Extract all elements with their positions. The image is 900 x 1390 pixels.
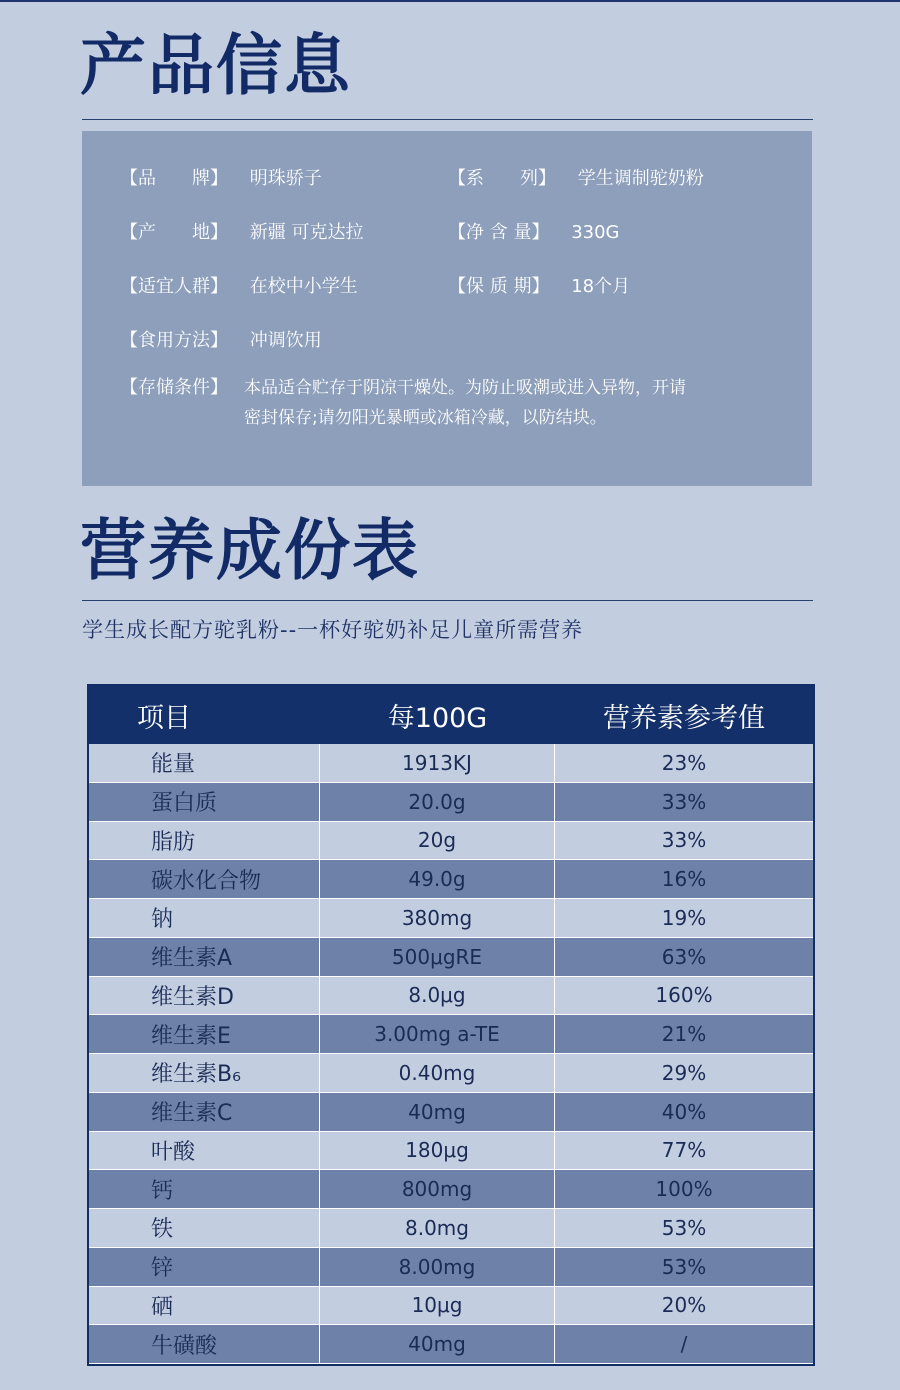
top-border bbox=[0, 0, 900, 2]
nutrient-nrv: 53% bbox=[661, 1254, 707, 1279]
nutrient-name: 蛋白质 bbox=[89, 783, 320, 821]
table-row bbox=[89, 744, 813, 783]
nutrient-nrv: 33% bbox=[661, 828, 707, 853]
nutrient-amount: 8.0mg bbox=[320, 1209, 555, 1247]
nutrient-name: 维生素A bbox=[89, 938, 320, 976]
nutrient-nrv: 19% bbox=[661, 905, 707, 930]
nutrient-nrv: 160% bbox=[655, 983, 713, 1008]
brand-label: 【品 牌】 bbox=[120, 168, 228, 189]
nutrient-nrv: 40% bbox=[661, 1099, 707, 1124]
table-row bbox=[89, 860, 813, 899]
net-weight-label: 【净 含 量】 bbox=[448, 222, 550, 243]
table-row bbox=[89, 1248, 813, 1287]
header-nrv: 营养素参考值 bbox=[603, 702, 765, 734]
origin-row bbox=[120, 218, 363, 244]
nutrient-name: 钠 bbox=[89, 899, 320, 937]
nutrient-name: 维生素B₆ bbox=[89, 1054, 320, 1092]
nutrient-amount: 20.0g bbox=[320, 783, 555, 821]
nutrient-amount: 49.0g bbox=[320, 860, 555, 898]
origin-label: 【产 地】 bbox=[120, 222, 228, 243]
nutrient-name: 碳水化合物 bbox=[89, 860, 320, 898]
net-weight-value: 330G bbox=[571, 222, 620, 243]
shelf-life-label: 【保 质 期】 bbox=[448, 276, 550, 297]
nutrient-nrv: 77% bbox=[661, 1138, 707, 1163]
storage-label: 【存储条件】 bbox=[120, 377, 228, 398]
nutrient-amount: 800mg bbox=[320, 1170, 555, 1208]
series-value: 学生调制驼奶粉 bbox=[577, 168, 704, 189]
shelf-life-row bbox=[448, 272, 630, 298]
table-row bbox=[89, 1325, 813, 1364]
usage-row bbox=[120, 326, 322, 352]
table-row bbox=[89, 1054, 813, 1093]
shelf-life-value: 18个月 bbox=[571, 276, 631, 297]
nutrient-amount: 40mg bbox=[320, 1093, 555, 1131]
nutrient-amount: 40mg bbox=[320, 1325, 555, 1363]
nutrient-name: 能量 bbox=[89, 744, 320, 782]
nutrient-amount: 8.0μg bbox=[320, 977, 555, 1015]
nutrient-amount: 10μg bbox=[320, 1287, 555, 1325]
nutrient-name: 铁 bbox=[89, 1209, 320, 1247]
audience-row bbox=[120, 272, 358, 298]
series-label: 【系 列】 bbox=[448, 168, 556, 189]
nutrient-amount: 500μgRE bbox=[320, 938, 555, 976]
product-title-divider bbox=[82, 119, 813, 120]
usage-label: 【食用方法】 bbox=[120, 330, 228, 351]
nutrient-nrv: 20% bbox=[661, 1293, 707, 1318]
table-row bbox=[89, 1170, 813, 1209]
nutrient-name: 叶酸 bbox=[89, 1132, 320, 1170]
nutrient-nrv: 16% bbox=[661, 867, 707, 892]
table-header bbox=[89, 686, 813, 744]
audience-label: 【适宜人群】 bbox=[120, 276, 228, 297]
nutrition-subtitle: 学生成长配方驼乳粉--一杯好驼奶补足儿童所需营养 bbox=[82, 618, 584, 642]
table-body bbox=[89, 744, 813, 1364]
audience-value: 在校中小学生 bbox=[249, 276, 358, 297]
table-row bbox=[89, 783, 813, 822]
nutrient-amount: 1913KJ bbox=[320, 744, 555, 782]
nutrient-amount: 20g bbox=[320, 822, 555, 860]
nutrition-title: 营养成份表 bbox=[80, 511, 420, 589]
nutrition-table bbox=[87, 684, 815, 1366]
nutrient-amount: 8.00mg bbox=[320, 1248, 555, 1286]
nutrient-nrv: 23% bbox=[661, 750, 707, 775]
nutrient-name: 维生素E bbox=[89, 1015, 320, 1053]
table-row bbox=[89, 938, 813, 977]
nutrition-title-divider bbox=[82, 600, 813, 601]
product-info-panel bbox=[82, 131, 812, 486]
storage-value: 本品适合贮存于阴凉干燥处。为防止吸潮或进入异物，开请密封保存;请勿阳光暴晒或冰箱冷藏，以防结块。 bbox=[244, 378, 686, 428]
origin-value: 新疆 可克达拉 bbox=[249, 222, 364, 243]
nutrient-nrv: 100% bbox=[655, 1177, 713, 1202]
nutrient-name: 硒 bbox=[89, 1287, 320, 1325]
table-row bbox=[89, 822, 813, 861]
table-row bbox=[89, 1015, 813, 1054]
nutrient-nrv: 21% bbox=[661, 1022, 707, 1047]
nutrient-amount: 3.00mg a-TE bbox=[320, 1015, 555, 1053]
nutrient-nrv: 29% bbox=[661, 1060, 707, 1085]
usage-value: 冲调饮用 bbox=[249, 330, 322, 351]
header-item: 项目 bbox=[137, 702, 191, 734]
table-row bbox=[89, 1093, 813, 1132]
table-row bbox=[89, 1132, 813, 1171]
nutrient-amount: 0.40mg bbox=[320, 1054, 555, 1092]
brand-value: 明珠骄子 bbox=[249, 168, 322, 189]
nutrient-nrv: 53% bbox=[661, 1215, 707, 1240]
nutrient-nrv: 33% bbox=[661, 789, 707, 814]
nutrient-amount: 380mg bbox=[320, 899, 555, 937]
nutrient-name: 钙 bbox=[89, 1170, 320, 1208]
header-per-100g: 每100G bbox=[387, 702, 488, 734]
nutrient-amount: 180μg bbox=[320, 1132, 555, 1170]
table-row bbox=[89, 899, 813, 938]
nutrient-name: 维生素C bbox=[89, 1093, 320, 1131]
net-weight-row bbox=[448, 218, 620, 244]
nutrient-nrv: 63% bbox=[661, 944, 707, 969]
table-row bbox=[89, 977, 813, 1016]
nutrient-name: 维生素D bbox=[89, 977, 320, 1015]
nutrient-name: 脂肪 bbox=[89, 822, 320, 860]
nutrient-name: 锌 bbox=[89, 1248, 320, 1286]
series-row bbox=[448, 164, 704, 190]
table-row bbox=[89, 1209, 813, 1248]
nutrient-nrv: / bbox=[680, 1332, 688, 1357]
table-row bbox=[89, 1287, 813, 1326]
brand-row bbox=[120, 164, 322, 190]
nutrient-name: 牛磺酸 bbox=[89, 1325, 320, 1363]
product-info-title: 产品信息 bbox=[80, 26, 352, 104]
